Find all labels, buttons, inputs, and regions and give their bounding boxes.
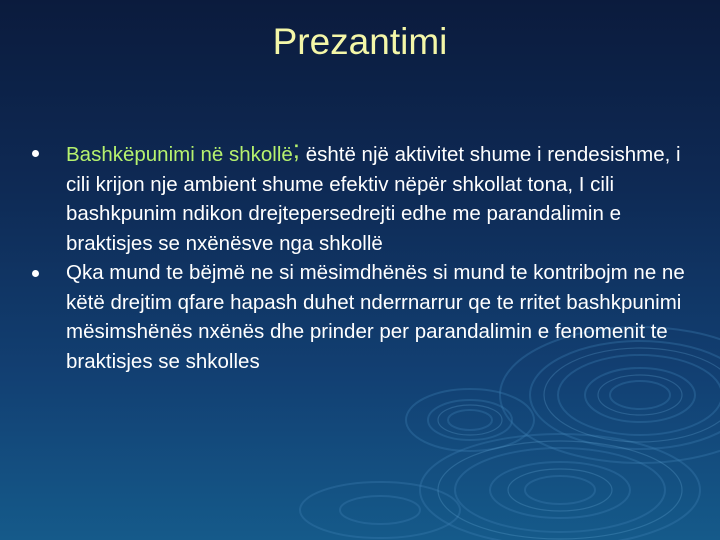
- bullet-dot-icon: [32, 270, 39, 277]
- bullet-item-1: [30, 134, 690, 258]
- bullet-1-highlight: Bashkëpunimi në shkollë: [66, 143, 293, 166]
- bullet-list: [30, 134, 690, 376]
- bullet-1-text: është një aktivitet shume i rendesishme, i cili krijon nje ambient shume efektiv nëpër shkollat tona, I cili bashkpunim ndikon drejtepersedrejti edhe me parandalimin e braktisjes se nxënësve nga shkollë: [66, 143, 681, 255]
- slide-title: Prezantimi: [272, 21, 448, 62]
- bullet-dot-icon: [32, 150, 39, 157]
- bullet-2-text: Qka mund te bëjmë ne si mësimdhënës si mund te kontribojm ne ne këtë drejtim qfare hapash duhet nderrnarrur qe te rritet bashkpunimi mësimshënës nxënës dhe prinder per parandalimin e fenomenit te braktisjes se shkolles: [66, 261, 685, 373]
- bullet-1-separator: ;: [292, 134, 301, 164]
- bullet-item-2: [30, 258, 690, 376]
